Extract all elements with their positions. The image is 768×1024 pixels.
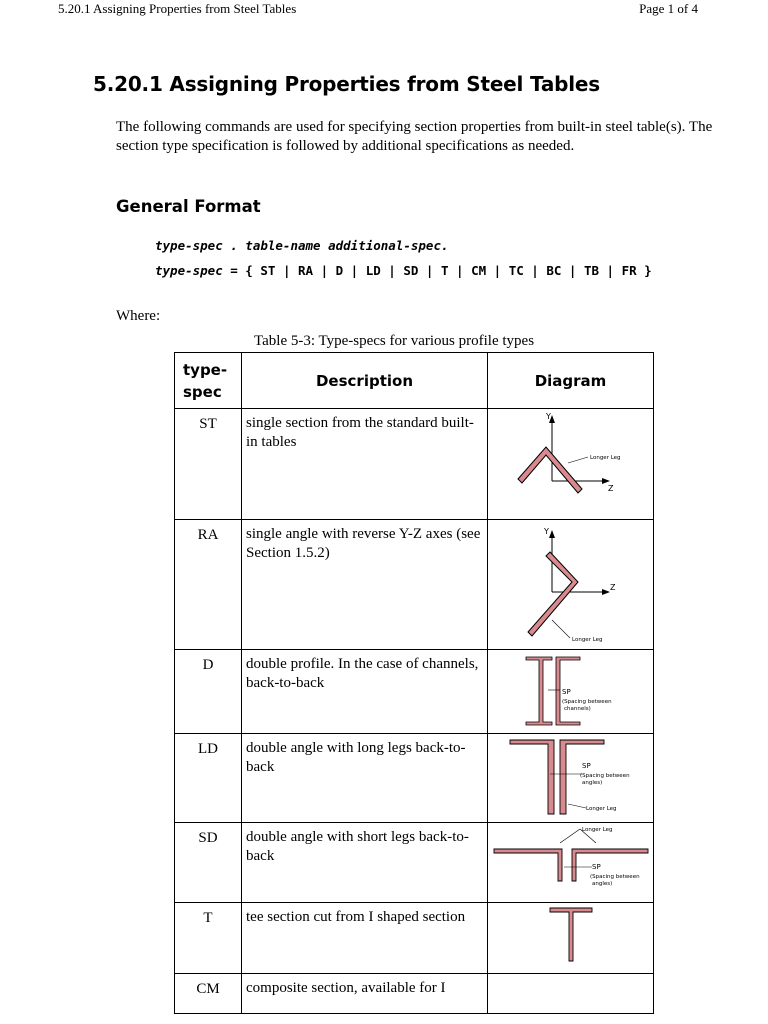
type-code: RA <box>175 520 242 650</box>
format-line-1: type-spec . table-name additional-spec. <box>155 238 449 253</box>
double-channel-diagram <box>488 650 653 732</box>
spacing-note-2: angles) <box>592 881 613 887</box>
y-axis-label: Y <box>544 527 549 536</box>
type-description: single angle with reverse Y-Z axes (see Section 1.5.2) <box>242 520 488 650</box>
table-row <box>175 650 654 734</box>
table-row <box>175 409 654 520</box>
z-axis-label: Z <box>608 484 614 493</box>
longer-leg-label: Longer Leg <box>582 827 613 833</box>
double-angle-short-legs-diagram <box>488 823 653 901</box>
header-diagram: Diagram <box>488 353 654 409</box>
spacing-note-2: channels) <box>564 706 591 712</box>
longer-leg-label: Longer Leg <box>590 455 621 461</box>
type-code: D <box>175 650 242 734</box>
table-row <box>175 734 654 823</box>
type-description: composite section, available for I <box>242 974 488 1014</box>
spacing-note: (Spacing between <box>590 874 640 880</box>
longer-leg-label: Longer Leg <box>572 637 603 643</box>
print-header <box>0 0 768 20</box>
sp-label: SP <box>582 762 591 770</box>
type-spec-table <box>174 352 654 1014</box>
header-type-spec: type-spec <box>175 353 242 409</box>
type-code: CM <box>175 974 242 1014</box>
page-number: Page 1 of 4 <box>639 1 698 16</box>
sp-label: SP <box>562 688 571 696</box>
spacing-note: (Spacing between <box>580 773 630 779</box>
spacing-note-2: angles) <box>582 780 603 786</box>
type-code: LD <box>175 734 242 823</box>
diagram-cell <box>488 903 654 974</box>
header-description: Description <box>242 353 488 409</box>
header-title: 5.20.1 Assigning Properties from Steel Tables <box>58 1 297 16</box>
general-format-heading: General Format <box>116 197 261 216</box>
table-row <box>175 823 654 903</box>
tee-section-diagram <box>488 903 653 973</box>
page-title: 5.20.1 Assigning Properties from Steel Tables <box>93 72 600 96</box>
diagram-cell <box>488 734 654 823</box>
diagram-cell <box>488 520 654 650</box>
type-description: single section from the standard built-in tables <box>242 409 488 520</box>
diagram-cell <box>488 823 654 903</box>
type-description: tee section cut from I shaped section <box>242 903 488 974</box>
type-description: double profile. In the case of channels, back-to-back <box>242 650 488 734</box>
type-code: ST <box>175 409 242 520</box>
diagram-cell <box>488 409 654 520</box>
single-angle-diagram <box>488 409 653 519</box>
table-header-row <box>175 353 654 409</box>
type-description: double angle with short legs back-to-back <box>242 823 488 903</box>
longer-leg-label: Longer Leg <box>586 806 617 812</box>
z-axis-label: Z <box>610 583 616 592</box>
spacing-note: (Spacing between <box>562 699 612 705</box>
y-axis-label: Y <box>546 412 551 421</box>
where-label: Where: <box>116 308 161 324</box>
table-row <box>175 974 654 1014</box>
type-code: T <box>175 903 242 974</box>
table-caption: Table 5-3: Type-specs for various profile types <box>254 333 535 349</box>
intro-paragraph: The following commands are used for specifying section properties from built-in steel table(s). The section type specification is followed by additional specifications as needed. <box>116 119 713 154</box>
table-row <box>175 520 654 650</box>
diagram-cell <box>488 974 654 1014</box>
double-angle-long-legs-diagram <box>488 734 653 822</box>
format-line-2: type-spec = { ST | RA | D | LD | SD | T | CM | TC | BC | TB | FR } <box>155 263 652 278</box>
table-row <box>175 903 654 974</box>
sp-label: SP <box>592 863 601 871</box>
diagram-cell <box>488 650 654 734</box>
type-code: SD <box>175 823 242 903</box>
type-description: double angle with long legs back-to-back <box>242 734 488 823</box>
reverse-angle-diagram <box>488 520 653 648</box>
